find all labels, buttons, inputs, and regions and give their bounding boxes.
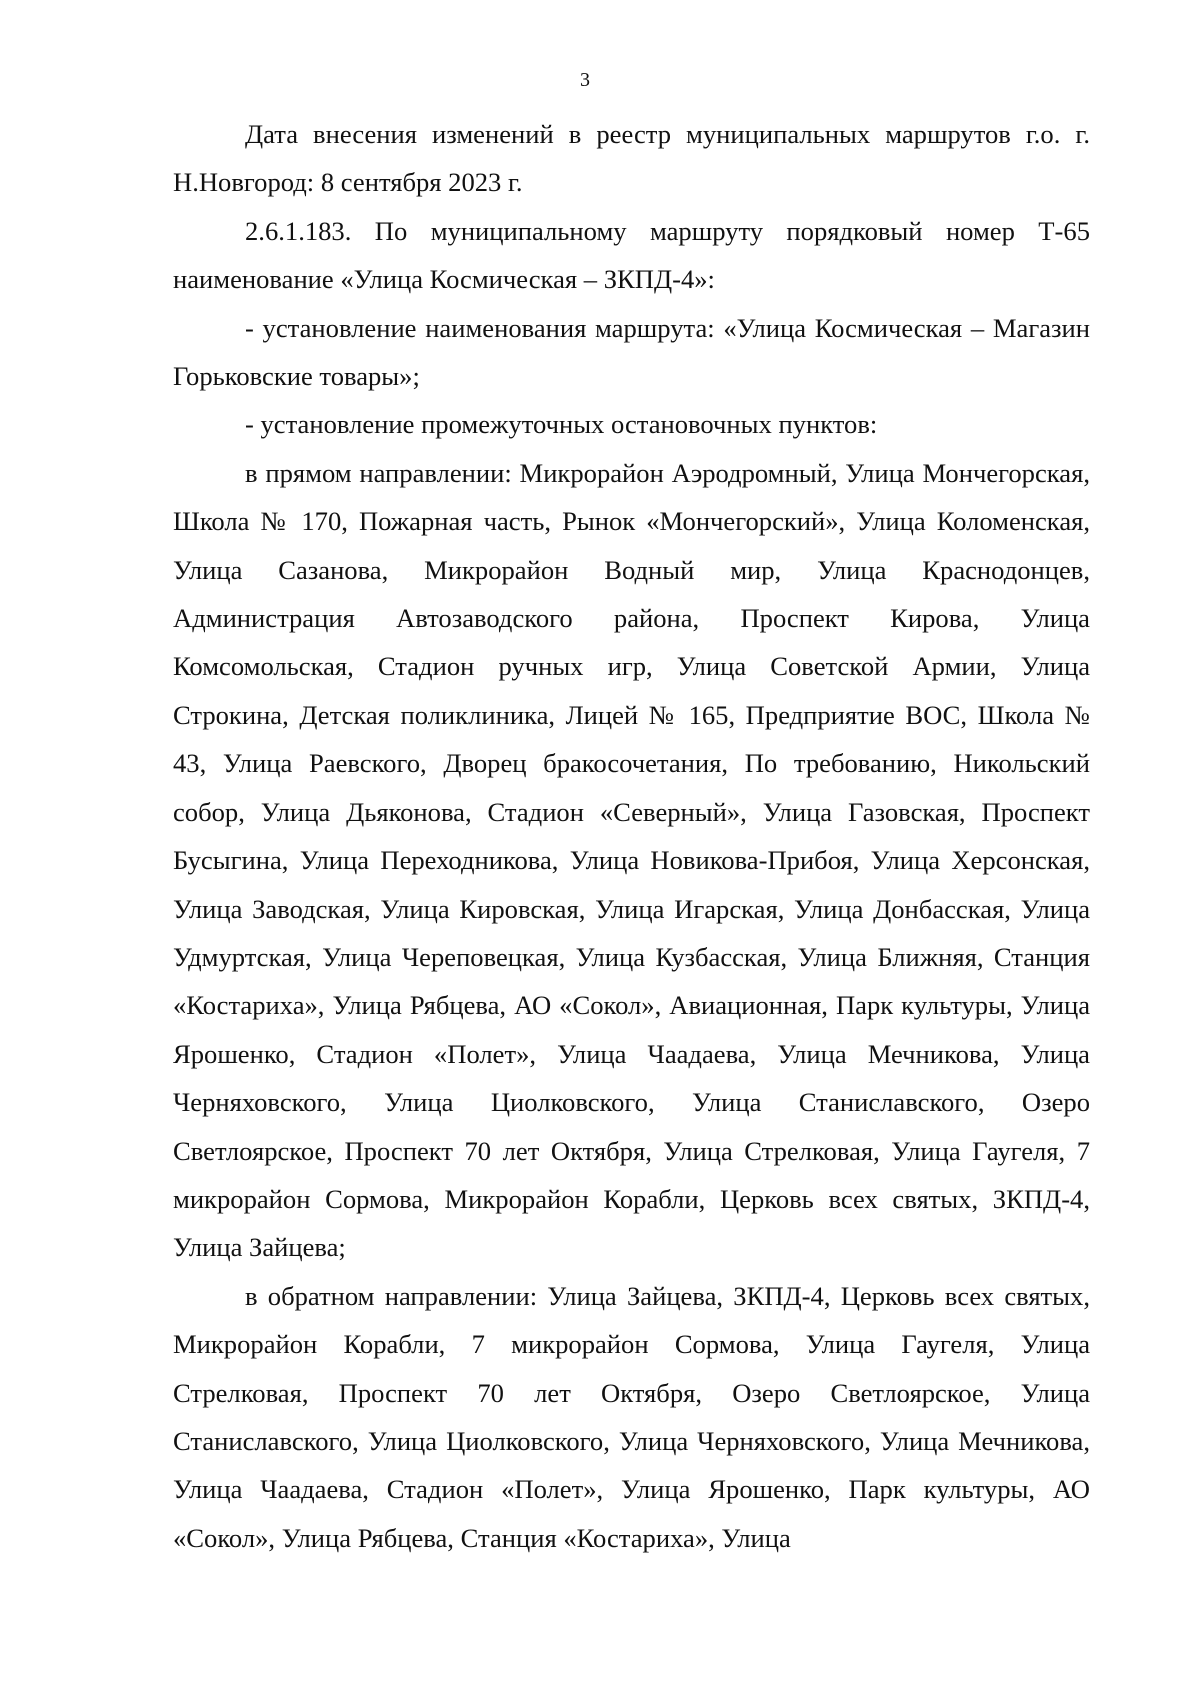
document-body <box>173 110 1090 1562</box>
paragraph-route-t65: 2.6.1.183. По муниципальному маршруту порядковый номер Т-65 наименование «Улица Космическая – ЗКПД-4»: <box>173 215 1090 295</box>
paragraph-forward-direction: в прямом направлении: Микрорайон Аэродромный, Улица Мончегорская, Школа № 170, Пожарная часть, Рынок «Мончегорский», Улица Коломенская, Улица Сазанова, Микрорайон Водный мир, Улица Краснодонцев, Администрация Автозаводского района, Проспект Кирова, Улица Комсомольская, Стадион ручных игр, Улица Советской Армии, Улица Строкина, Детская поликлиника, Лицей № 165, Предприятие ВОС, Школа № 43, Улица Раевского, Дворец бракосочетания, По требованию, Никольский собор, Улица Дьяконова, Стадион «Северный», Улица Газовская, Проспект Бусыгина, Улица Переходникова, Улица Новикова-Прибоя, Улица Херсонская, Улица Заводская, Улица Кировская, Улица Игарская, Улица Донбасская, Улица Удмуртская, Улица Череповецкая, Улица Кузбасская, Улица Ближняя, Станция «Костариха», Улица Рябцева, АО «Сокол», Авиационная, Парк культуры, Улица Ярошенко, Стадион «Полет», Улица Чаадаева, Улица Мечникова, Улица Черняховского, Улица Циолковского, Улица Станиславского, Озеро Светлоярское, Проспект 70 лет Октября, Улица Стрелковая, Улица Гаугеля, 7 микрорайон Сормова, Микрорайон Корабли, Церковь всех святых, ЗКПД-4, Улица Зайцева; <box>173 457 1090 1263</box>
paragraph-registry-date: Дата внесения изменений в реестр муниципальных маршрутов г.о. г. Н.Новгород: 8 сентября 2023 г. <box>173 119 1090 198</box>
paragraph-route-name: - установление наименования маршрута: «Улица Космическая – Магазин Горьковские товары»; <box>173 312 1090 392</box>
paragraph-reverse-direction: в обратном направлении: Улица Зайцева, ЗКПД-4, Церковь всех святых, Микрорайон Корабли, 7 микрорайон Сормова, Улица Гаугеля, Улица Стрелковая, Проспект 70 лет Октября, Озеро Светлоярское, Улица Станиславского, Улица Циолковского, Улица Черняховского, Улица Мечникова, Улица Чаадаева, Стадион «Полет», Улица Ярошенко, Парк культуры, АО «Сокол», Улица Рябцева, Станция «Костариха», Улица <box>173 1280 1090 1553</box>
page-number: 3 <box>580 69 590 91</box>
paragraph-intermediate-stops: - установление промежуточных остановочных пунктов: <box>245 409 878 440</box>
